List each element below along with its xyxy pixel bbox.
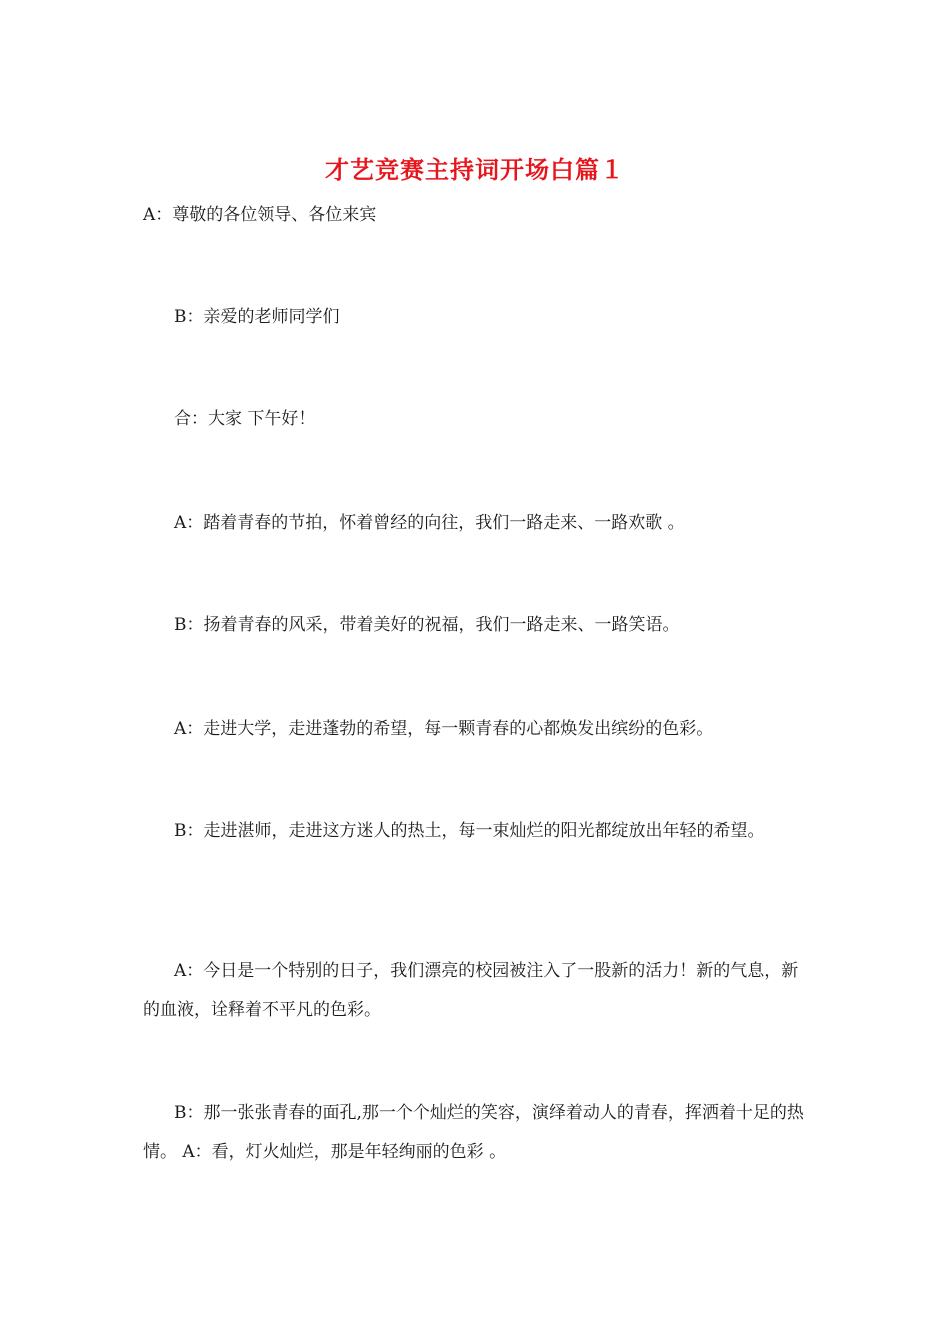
paragraph-8: A：今日是一个特别的日子，我们漂亮的校园被注入了一股新的活力！新的气息，新的血液，诠释着不平凡的色彩。: [143, 961, 799, 1020]
paragraph-5: B：扬着青春的风采，带着美好的祝福，我们一路走来、一路笑语。: [174, 615, 680, 635]
paragraph-7: B：走进湛师，走进这方迷人的热土，每一束灿烂的阳光都绽放出年轻的希望。: [174, 821, 765, 841]
paragraph-6: A：走进大学，走进蓬勃的希望，每一颗青春的心都焕发出缤纷的色彩。: [174, 719, 714, 739]
paragraph-3: 合：大家 下午好！: [174, 409, 316, 429]
paragraph-4: A：踏着青春的节拍，怀着曾经的向往，我们一路走来、一路欢歌 。: [174, 513, 685, 533]
paragraph-2: B：亲爱的老师同学们: [174, 307, 340, 327]
document-title: 才艺竞赛主持词开场白篇１: [325, 155, 625, 184]
paragraph-9: B：那一张张青春的面孔,那一个个灿烂的笑容，演绎着动人的青春，挥洒着十足的热情。 A：看，灯火灿烂，那是年轻绚丽的色彩 。: [143, 1103, 804, 1162]
paragraph-1: A：尊敬的各位领导、各位来宾: [143, 205, 377, 225]
